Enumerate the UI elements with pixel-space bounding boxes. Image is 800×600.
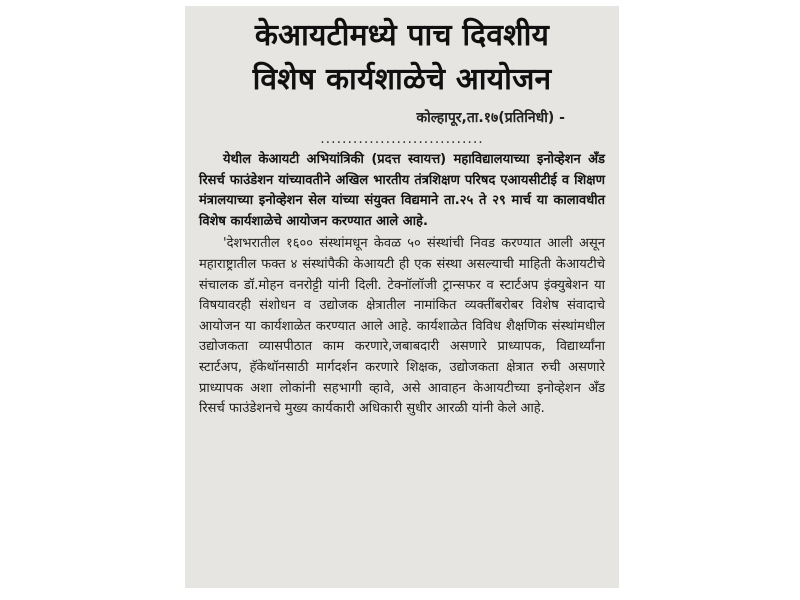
separator-dots: .............................. — [320, 131, 484, 147]
newspaper-clipping — [185, 6, 619, 588]
article-paragraph-1: येथील केआयटी अभियांत्रिकी (प्रदत्त स्वायत्त) महाविद्यालयाच्या इनोव्हेशन अँड रिसर्च फाउंडेशन यांच्यावतीने अखिल भारतीय तंत्रशिक्षण परिषद एआयसीटीई व शिक्षण मंत्रालयाच्या इनोव्हेशन सेल यांच्या संयुक्त विद्यमाने ता.२५ ते २९ मार्च या कालावधीत विशेष कार्यशाळेचे आयोजन करण्यात आले आहे. — [199, 152, 605, 229]
dateline: कोल्हापूर,ता.१७(प्रतिनिधी) - — [416, 110, 565, 126]
headline — [199, 14, 605, 102]
headline-line-2: विशेष कार्यशाळेचे आयोजन — [252, 62, 552, 97]
article-paragraph-2: 'देशभरातील १६०० संस्थांमधून केवळ ५० संस्थांची निवड करण्यात आली असून महाराष्ट्रातील फक्त ४ संस्थांपैकी केआयटी ही एक संस्था असल्याची माहिती केआयटीचे संचालक डॉ.मोहन वनरोट्टी यांनी दिली. टेक्नॉलॉजी ट्रान्सफर व स्टार्टअप इंक्युबेशन या विषयावरही संशोधन व उद्योजक क्षेत्रातील नामांकित व्यक्तींबरोबर विशेष संवादाचे आयोजन या कार्यशाळेत करण्यात आले आहे. कार्यशाळेत विविध शैक्षणिक संस्थांमधील उद्योजकता व्यासपीठात काम करणारे,जबाबदारी असणारे प्राध्यापक, विद्यार्थ्यांना स्टार्टअप, हॅकेथॉनसाठी मार्गदर्शन करणारे शिक्षक, उद्योजकता क्षेत्रात रुची असणारे प्राध्यापक अशा लोकांनी सहभागी व्हावे, असे आवाहन केआयटीच्या इनोव्हेशन अँड रिसर्च फाउंडेशनचे मुख्य कार्यकारी अधिकारी सुधीर आरळी यांनी केले आहे. — [199, 236, 605, 417]
headline-line-1: केआयटीमध्ये पाच दिवशीय — [254, 18, 550, 53]
